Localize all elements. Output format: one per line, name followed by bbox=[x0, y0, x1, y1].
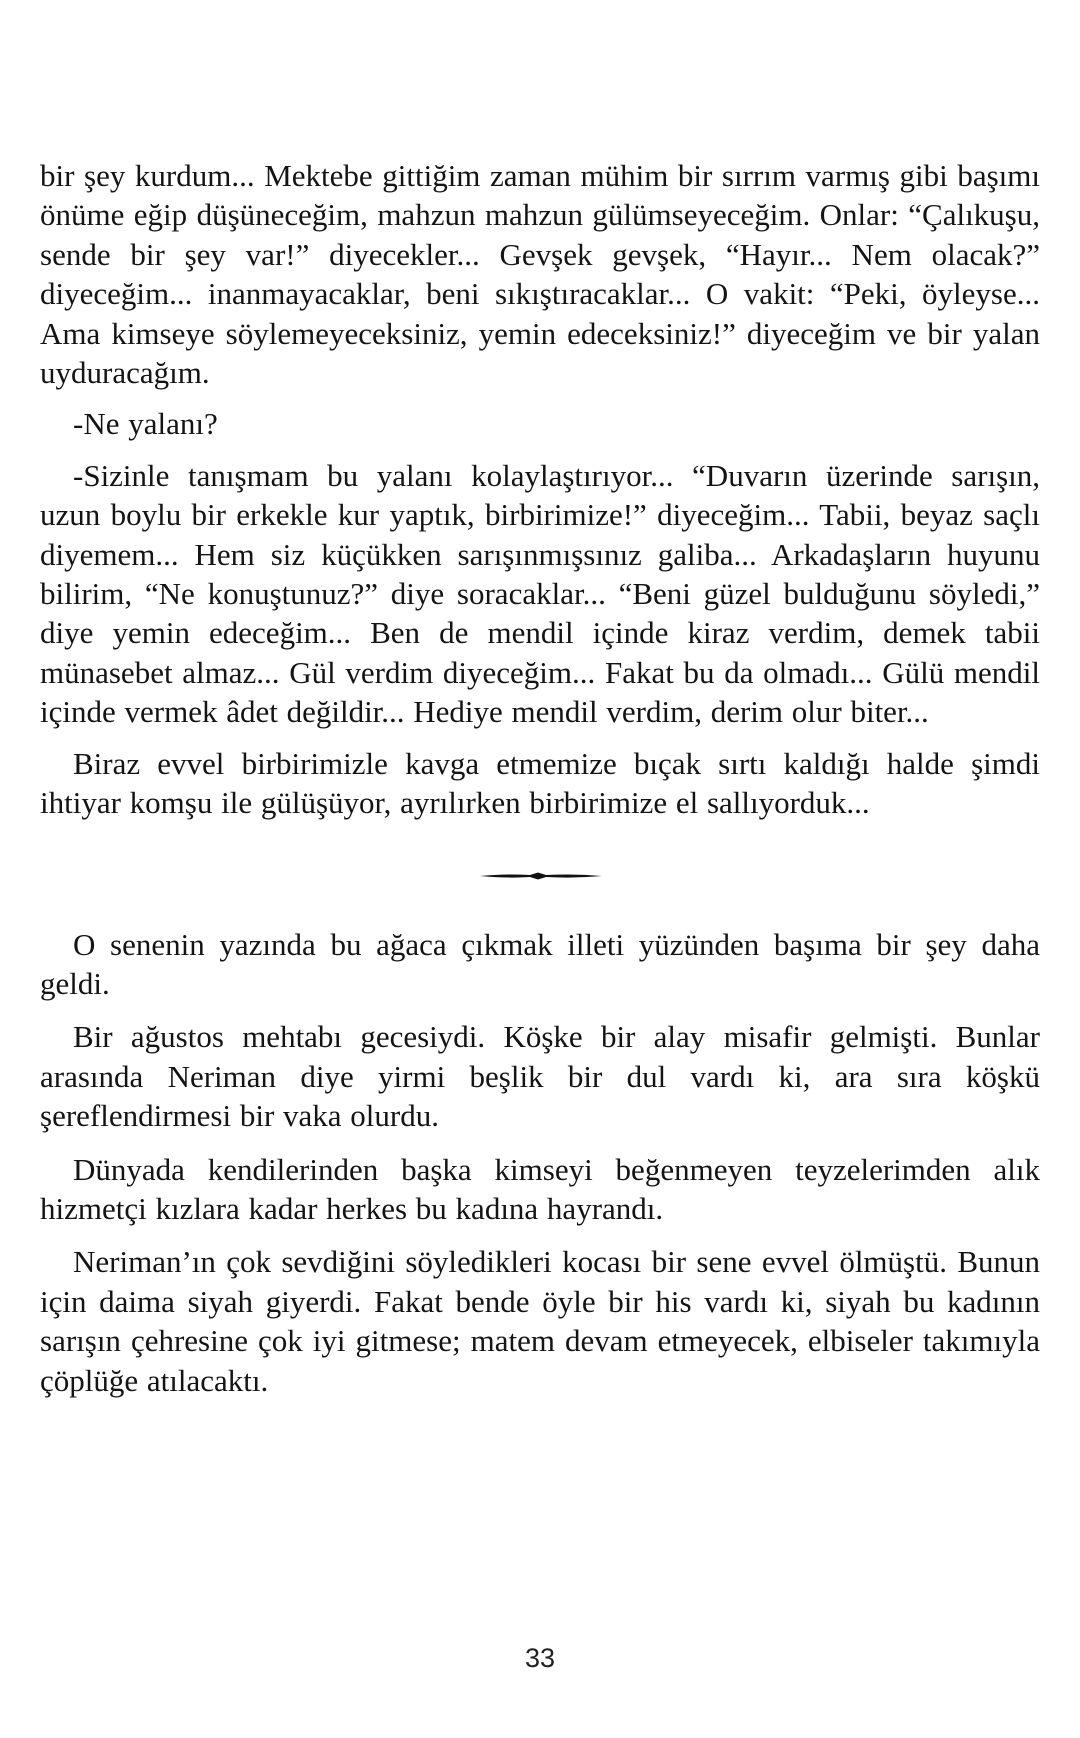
paragraph-continuation: bir şey kurdum... Mektebe gittiğim zaman mühim bir sırrım varmış gibi başımı önüme eğip düşüneceğim, mahzun mahzun gülümseyeceğim. Onlar: “Çalıkuşu, sende bir şey var!” diyecekler... Gevşek gevşek, “Hayır... Nem olacak?” diyeceğim... inanmayacaklar, beni sıkıştıracaklar... O vakit: “Peki, öyleyse... Ama kimseye söylemeyeceksiniz, yemin edeceksiniz!” diyeceğim ve bir yalan uyduracağım. bbox=[40, 158, 1040, 391]
paragraph: Neriman’ın çok sevdiğini söyledikleri kocası bir sene evvel ölmüştü. Bunun için daima siyah giyerdi. Fakat bende öyle bir his vardı ki, siyah bu kadının sarışın çehresine çok iyi gitmese; matem devam etmeyecek, elbiseler takımıyla çöplüğe atılacaktı. bbox=[40, 1244, 1040, 1398]
paragraph-dialogue-answer: -Sizinle tanışmam bu yalanı kolaylaştırıyor... “Duvarın üzerinde sarışın, uzun boylu bir erkekle kur yaptık, birbirimize!” diyeceğim... Tabii, beyaz saçlı diyemem... Hem siz küçükken sarışınmışsınız galiba... Arkadaşların huyunu bilirim, “Ne konuştunuz?” diye soracaklar... “Beni güzel bulduğunu söyledi,” diye yemin edeceğim... Ben de mendil içinde kiraz verdim, demek tabii münasebet almaz... Gül verdim diyeceğim... Fakat bu da olmadı... Gülü mendil içinde vermek âdet değildir... Hediye mendil verdim, derim olur biter... bbox=[40, 457, 1040, 730]
page-body bbox=[40, 156, 1040, 1414]
page-number: 33 bbox=[524, 1643, 556, 1673]
paragraph-narration: Biraz evvel birbirimizle kavga etmemize bıçak sırtı kaldığı halde şimdi ihtiyar komşu ile gülüşüyor, ayrılırken birbirimize el sallıyorduk... bbox=[40, 745, 1040, 821]
section-break-ornament-icon bbox=[478, 869, 604, 883]
section-after-break bbox=[40, 925, 1040, 1400]
paragraph: Dünyada kendilerinden başka kimseyi beğenmeyen teyzelerimden alık hizmetçi kızlara kadar herkes bu kadına hayrandı. bbox=[40, 1151, 1040, 1226]
paragraph-dialogue-question: -Ne yalanı? bbox=[73, 406, 218, 442]
paragraph: Bir ağustos mehtabı gecesiydi. Köşke bir alay misafir gelmişti. Bunlar arasında Neriman diye yirmi beşlik bir dul vardı ki, ara sıra köşkü şereflendirmesi bir vaka olurdu. bbox=[40, 1019, 1040, 1134]
paragraph: O senenin yazında bu ağaca çıkmak illeti yüzünden başıma bir şey daha geldi. bbox=[40, 926, 1040, 1001]
